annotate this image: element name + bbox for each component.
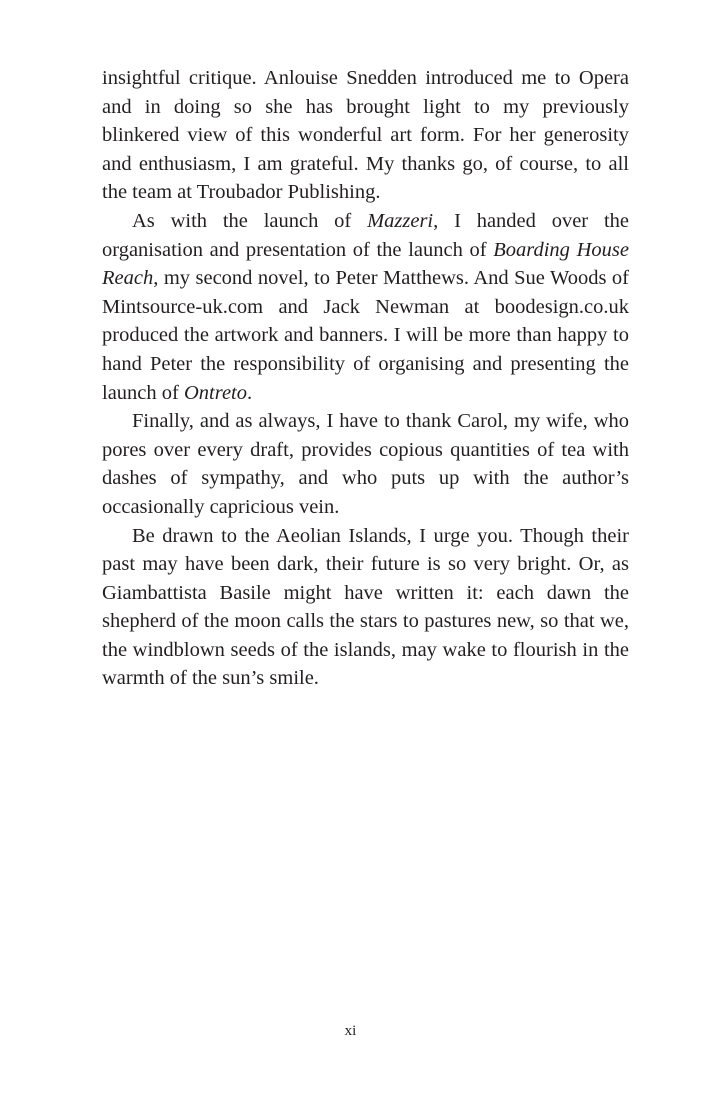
paragraph-text: Be drawn to the Aeolian Islands, I urge you. Though their past may have been dark, their future is so very bright. Or, as Giambattista Basile might have written it: each dawn the shepherd of the moon calls the stars to pastures new, so that we, the windblown seeds of the islands, may wake to flourish in the warmth of the sun’s smile.: [102, 524, 629, 690]
book-title-ontreto: Ontreto: [183, 381, 247, 404]
paragraph: [102, 407, 629, 521]
paragraph-text: , my second novel, to Peter Matthews. And Sue Woods of Mintsource-uk.com and Jack Newman at boodesign.co.uk produced the artwork and banners. I will be more than happy to hand Peter the responsibility of organising and presenting the launch of: [102, 267, 629, 404]
book-title-mazzeri: Mazzeri: [367, 209, 434, 232]
paragraph: [102, 207, 629, 407]
paragraph: [102, 64, 629, 207]
paragraph-text: .: [247, 381, 253, 404]
page-number: xi: [344, 1023, 357, 1039]
paragraph-text: As with the launch of: [132, 209, 368, 232]
book-title-boarding-house-reach: Boarding House Reach: [102, 238, 629, 290]
body-text: [102, 64, 629, 693]
paragraph-text: Finally, and as always, I have to thank Carol, my wife, who pores over every draft, provides copious quantities of tea with dashes of sympathy, and who puts up with the author’s occasionally capricious vein.: [102, 410, 629, 518]
paragraph-text: , I handed over the organisation and presentation of the launch of: [102, 209, 629, 261]
paragraph: [102, 522, 629, 694]
paragraph-text: insightful critique. Anlouise Snedden introduced me to Opera and in doing so she has brought light to my previously blinkered view of this wonderful art form. For her generosity and enthusiasm, I am grateful. My thanks go, of course, to all the team at Troubador Publishing.: [102, 67, 629, 204]
